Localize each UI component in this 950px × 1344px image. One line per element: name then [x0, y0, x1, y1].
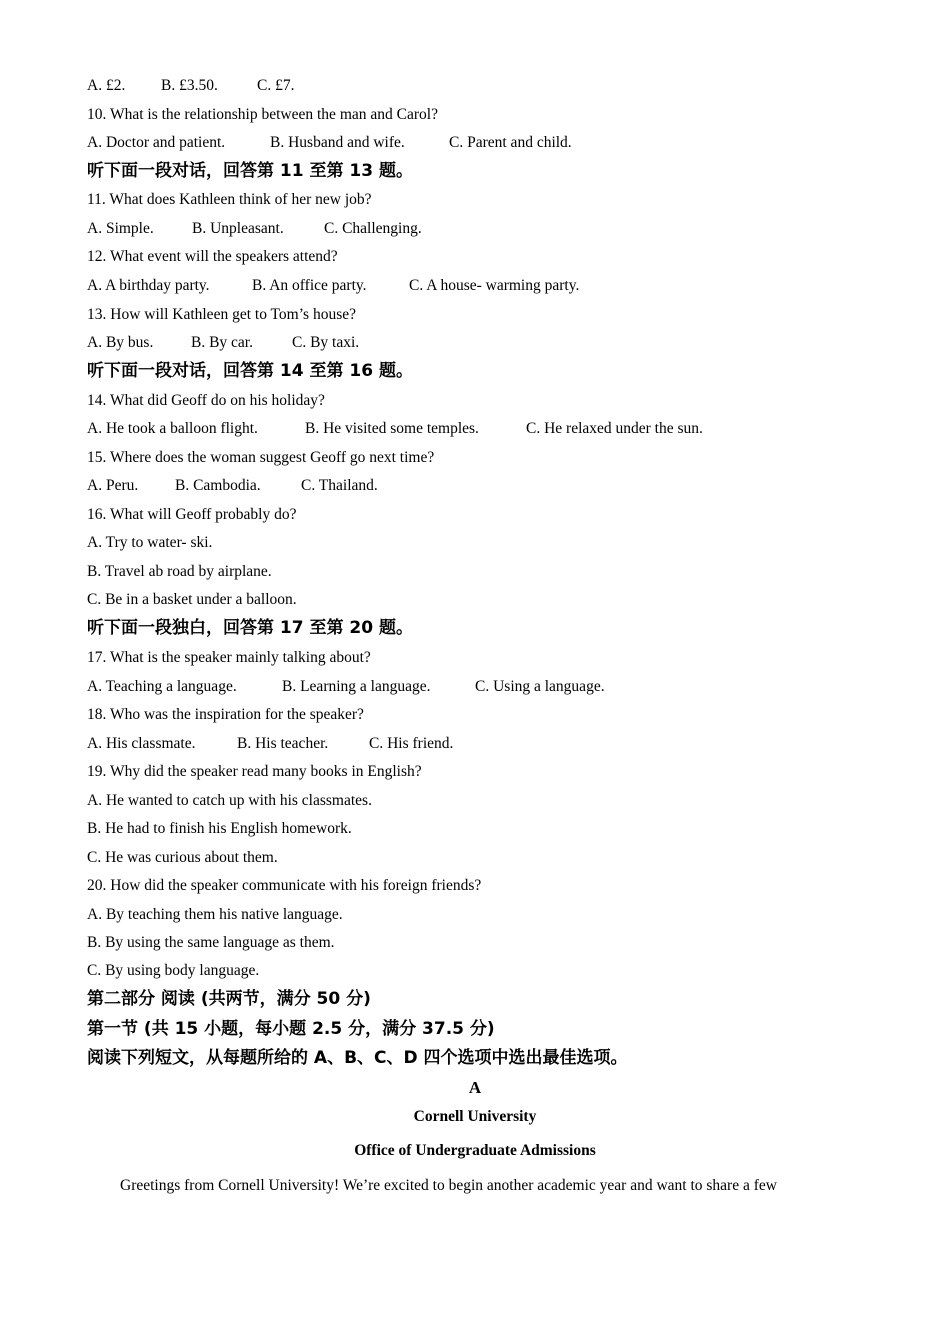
q19-text: 19. Why did the speaker read many books in English? [87, 763, 422, 780]
q15-options [87, 476, 378, 496]
q10-text: 10. What is the relationship between the man and Carol? [87, 106, 438, 123]
part2-instruction: 阅读下列短文，从每题所给的 A、B、C、D 四个选项中选出最佳选项。 [87, 1048, 628, 1068]
q17-option-a: A. Teaching a language. [87, 678, 237, 695]
q14-option-a: A. He took a balloon flight. [87, 420, 258, 437]
section-heading-11-13: 听下面一段对话，回答第 11 至第 13 题。 [87, 161, 413, 181]
q16-option-c: C. Be in a basket under a balloon. [87, 591, 297, 608]
q15-option-a: A. Peru. [87, 477, 139, 494]
q20-option-b: B. By using the same language as them. [87, 934, 335, 951]
q19-option-b: B. He had to finish his English homework. [87, 820, 352, 837]
q17-option-b: B. Learning a language. [282, 678, 431, 695]
q9-option-c: C. £7. [257, 77, 295, 94]
q13-text: 13. How will Kathleen get to Tom’s house? [87, 306, 356, 323]
q10-option-b: B. Husband and wife. [270, 134, 405, 151]
q18-text: 18. Who was the inspiration for the speaker? [87, 706, 364, 723]
q12-option-b: B. An office party. [252, 277, 367, 294]
q13-option-a: A. By bus. [87, 334, 154, 351]
q13-option-b: B. By car. [191, 334, 253, 351]
q20-option-c: C. By using body language. [87, 962, 260, 979]
q18-option-a: A. His classmate. [87, 735, 196, 752]
q14-option-b: B. He visited some temples. [305, 420, 479, 437]
q12-options [87, 276, 579, 296]
q11-option-b: B. Unpleasant. [192, 220, 284, 237]
part2-title: 第二部分 阅读 (共两节，满分 50 分) [87, 989, 371, 1009]
q19-option-c: C. He was curious about them. [87, 849, 278, 866]
q17-text: 17. What is the speaker mainly talking about? [87, 649, 371, 666]
q10-options [87, 133, 572, 153]
q14-text: 14. What did Geoff do on his holiday? [87, 392, 325, 409]
part2-section1: 第一节 (共 15 小题，每小题 2.5 分，满分 37.5 分) [87, 1019, 495, 1039]
q18-options [87, 734, 453, 754]
q10-option-a: A. Doctor and patient. [87, 134, 226, 151]
passage-letter: A [468, 1078, 482, 1097]
q16-text: 16. What will Geoff probably do? [87, 506, 297, 523]
q15-option-b: B. Cambodia. [175, 477, 261, 494]
q12-option-c: C. A house- warming party. [409, 277, 580, 294]
q9-options [87, 76, 294, 96]
passage-first-line: Greetings from Cornell University! We’re excited to begin another academic year and want to share a few [120, 1177, 777, 1194]
q13-options [87, 333, 359, 353]
q13-option-c: C. By taxi. [292, 334, 360, 351]
q16-option-b: B. Travel ab road by airplane. [87, 563, 272, 580]
q12-option-a: A. A birthday party. [87, 277, 210, 294]
q17-options [87, 677, 605, 697]
q16-option-a: A. Try to water- ski. [87, 534, 213, 551]
q20-option-a: A. By teaching them his native language. [87, 906, 343, 923]
section-heading-17-20: 听下面一段独白，回答第 17 至第 20 题。 [87, 618, 413, 638]
q11-option-c: C. Challenging. [324, 220, 422, 237]
q9-option-a: A. £2. [87, 77, 126, 94]
q17-option-c: C. Using a language. [475, 678, 605, 695]
q20-text: 20. How did the speaker communicate with his foreign friends? [87, 877, 482, 894]
section-heading-14-16: 听下面一段对话，回答第 14 至第 16 题。 [87, 361, 413, 381]
q15-text: 15. Where does the woman suggest Geoff go next time? [87, 449, 435, 466]
passage-university: Cornell University [413, 1108, 537, 1125]
q14-options [87, 419, 703, 439]
q19-option-a: A. He wanted to catch up with his classmates. [87, 792, 372, 809]
q18-option-b: B. His teacher. [237, 735, 329, 752]
q11-text: 11. What does Kathleen think of her new job? [87, 191, 372, 208]
q18-option-c: C. His friend. [369, 735, 454, 752]
q15-option-c: C. Thailand. [301, 477, 378, 494]
passage-office: Office of Undergraduate Admissions [354, 1142, 596, 1159]
q11-options [87, 219, 422, 239]
q11-option-a: A. Simple. [87, 220, 154, 237]
q14-option-c: C. He relaxed under the sun. [526, 420, 703, 437]
q10-option-c: C. Parent and child. [449, 134, 572, 151]
q9-option-b: B. £3.50. [161, 77, 218, 94]
q12-text: 12. What event will the speakers attend? [87, 248, 338, 265]
